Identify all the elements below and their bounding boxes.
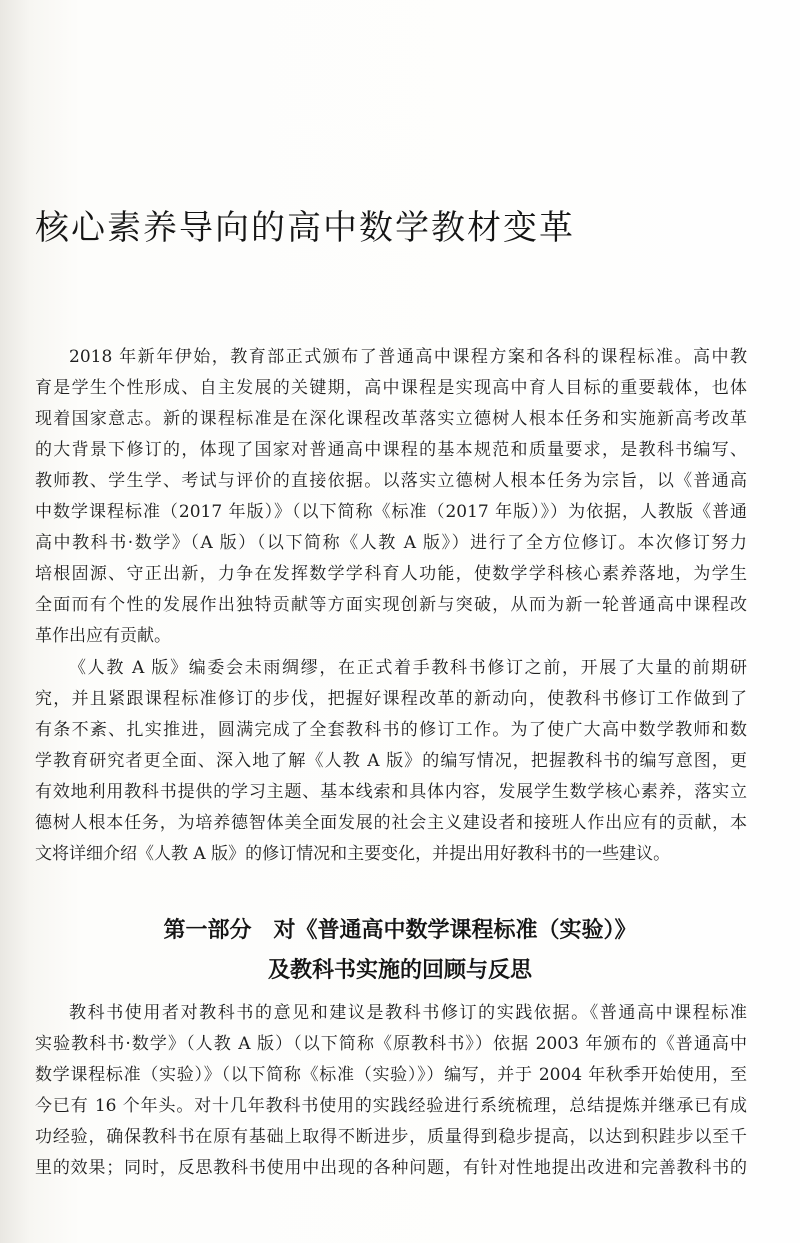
text-line: 《人教 A 版》编委会未雨绸缪，在正式着手教科书修订之前，开展了大量的前期研 — [69, 658, 747, 678]
intro-paragraph — [35, 342, 747, 652]
text-line: 教科书使用者对教科书的意见和建议是教科书修订的实践依据。《普通高中课程标准 — [69, 1003, 747, 1023]
text-line: 的大背景下修订的，体现了国家对普通高中课程的基本规范和质量要求，是教科书编写、 — [35, 440, 747, 460]
text-line: 育是学生个性形成、自主发展的关键期，高中课程是实现高中育人目标的重要载体，也体 — [35, 378, 747, 398]
text-line: 有条不紊、扎实推进，圆满完成了全套教科书的修订工作。为了使广大高中数学教师和数 — [35, 720, 747, 740]
text-line: 全面而有个性的发展作出独特贡献等方面实现创新与突破，从而为新一轮普通高中课程改 — [35, 595, 747, 615]
article-title: 核心素养导向的高中数学教材变革 — [35, 208, 575, 248]
text-line: 里的效果；同时，反思教科书使用中出现的各种问题，有针对性地提出改进和完善教科书的 — [35, 1158, 747, 1178]
text-line: 培根固源、守正出新，力争在发挥数学学科育人功能，使数学学科核心素养落地，为学生 — [35, 564, 747, 584]
text-line: 德树人根本任务，为培养德智体美全面发展的社会主义建设者和接班人作出应有的贡献，本 — [35, 813, 747, 833]
section-heading-line-2: 及教科书实施的回顾与反思 — [267, 957, 532, 983]
text-line: 功经验，确保教科书在原有基础上取得不断进步，质量得到稳步提高，以达到积跬步以至千 — [35, 1127, 747, 1147]
text-line: 今已有 16 个年头。对十几年教科书使用的实践经验进行系统梳理，总结提炼并继承已有成 — [35, 1096, 747, 1116]
second-paragraph — [35, 653, 747, 870]
text-line: 数学课程标准（实验）》（以下简称《标准（实验）》）编写，并于 2004 年秋季开始使用，至 — [35, 1065, 747, 1085]
text-line: 文将详细介绍《人教 A 版》的修订情况和主要变化，并提出用好教科书的一些建议。 — [35, 844, 671, 864]
text-line: 有效地利用教科书提供的学习主题、基本线索和具体内容，发展学生数学核心素养，落实立 — [35, 782, 747, 802]
text-line: 2018 年新年伊始，教育部正式颁布了普通高中课程方案和各科的课程标准。高中教 — [69, 347, 747, 367]
text-line: 实验教科书·数学》（人教 A 版）（以下简称《原教科书》）依据 2003 年颁布的《普通高中 — [35, 1034, 747, 1054]
text-line: 教师教、学生学、考试与评价的直接依据。以落实立德树人根本任务为宗旨，以《普通高 — [35, 471, 747, 491]
text-line: 中数学课程标准（2017 年版）》（以下简称《标准（2017 年版）》）为依据，人教版《普通 — [35, 502, 747, 522]
section-paragraph — [35, 998, 747, 1184]
section-heading — [0, 910, 800, 990]
text-line: 高中教科书·数学》（A 版）（以下简称《人教 A 版》）进行了全方位修订。本次修订努力 — [35, 533, 747, 553]
text-line: 学教育研究者更全面、深入地了解《人教 A 版》的编写情况，把握教科书的编写意图，更 — [35, 751, 747, 771]
text-line: 现着国家意志。新的课程标准是在深化课程改革落实立德树人根本任务和实施新高考改革 — [35, 409, 747, 429]
text-line: 革作出应有贡献。 — [35, 626, 171, 646]
text-line: 究，并且紧跟课程标准修订的步伐，把握好课程改革的新动向，使教科书修订工作做到了 — [35, 689, 747, 709]
section-heading-line-1: 第一部分 对《普通高中数学课程标准（实验）》 — [163, 917, 637, 943]
